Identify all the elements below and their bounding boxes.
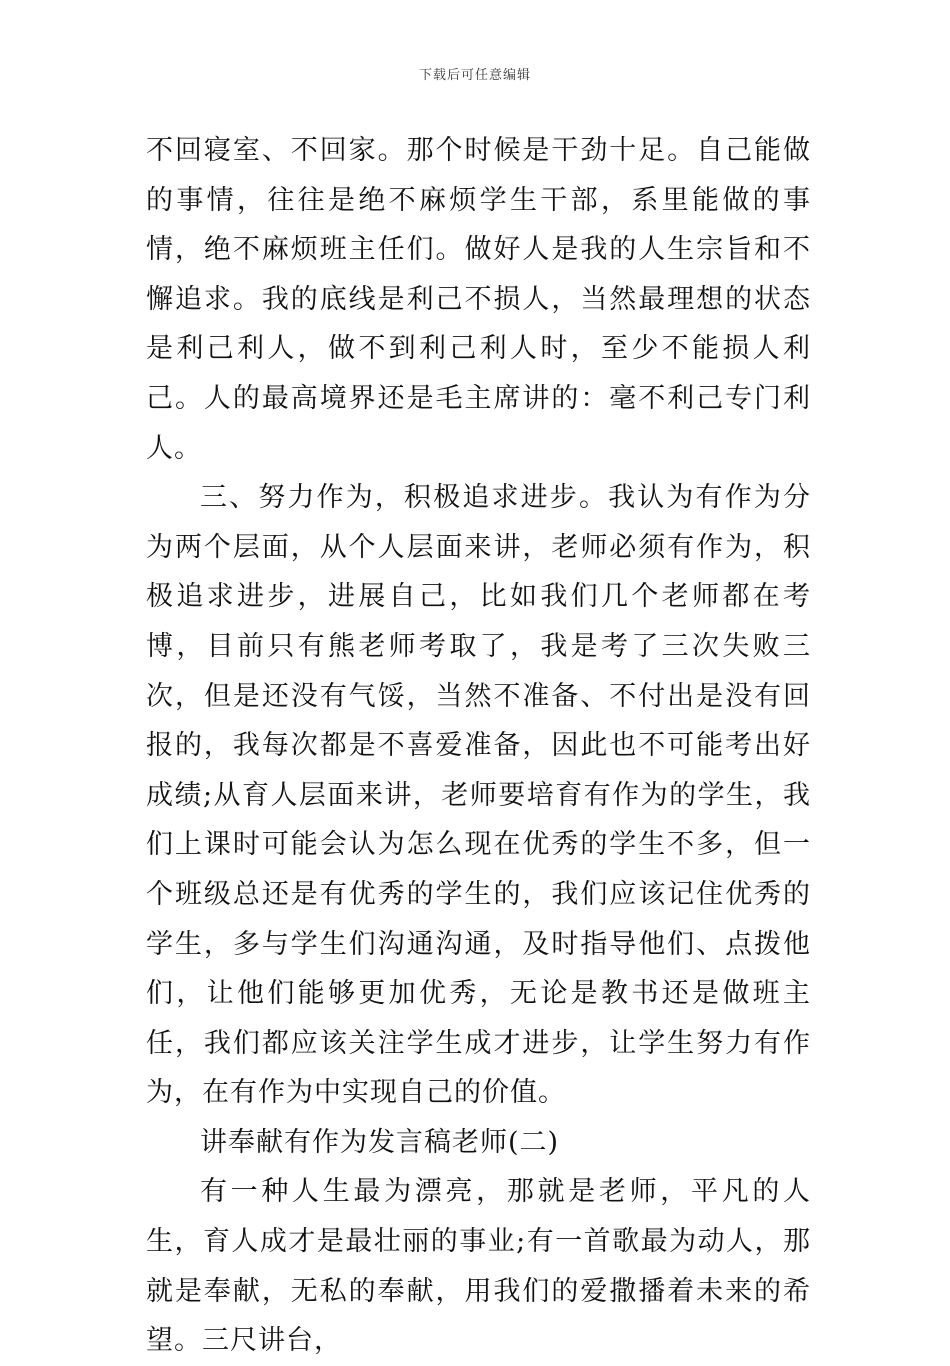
paragraph-continuation: 不回寝室、不回家。那个时候是干劲十足。自己能做的事情，往往是绝不麻烦学生干部，系里能做的事情，绝不麻烦班主任们。做好人是我的人生宗旨和不懈追求。我的底线是利己不损人，当然最理想的状态是利己利人，做不到利己利人时，至少不能损人利己。人的最高境界还是毛主席讲的：毫不利己专门利人。 bbox=[146, 135, 811, 464]
paragraph-intro: 有一种人生最为漂亮，那就是老师，平凡的人生，育人成才是最壮丽的事业;有一首歌最为动人，那就是奉献，无私的奉献，用我们的爱撒播着未来的希望。三尺讲台， bbox=[146, 1176, 811, 1357]
paragraph-section-three: 三、努力作为，积极追求进步。我认为有作为分为两个层面，从个人层面来讲，老师必须有作为，积极追求进步，进展自己，比如我们几个老师都在考博，目前只有熊老师考取了，我是考了三次失败三次，但是还没有气馁，当然不准备、不付出是没有回报的，我每次都是不喜爱准备，因此也不可能考出好成绩;从育人层面来讲，老师要培育有作为的学生，我们上课时可能会认为怎么现在优秀的学生不多，但一个班级总还是有优秀的学生的，我们应该记住优秀的学生，多与学生们沟通沟通，及时指导他们、点拨他们，让他们能够更加优秀，无论是教书还是做班主任，我们都应该关注学生成才进步，让学生努力有作为，在有作为中实现自己的价值。 bbox=[146, 482, 811, 1109]
page-header: 下载后可任意编辑 bbox=[418, 68, 531, 83]
section-heading: 讲奉献有作为发言稿老师(二) bbox=[200, 1126, 560, 1158]
document-body bbox=[146, 126, 811, 1366]
